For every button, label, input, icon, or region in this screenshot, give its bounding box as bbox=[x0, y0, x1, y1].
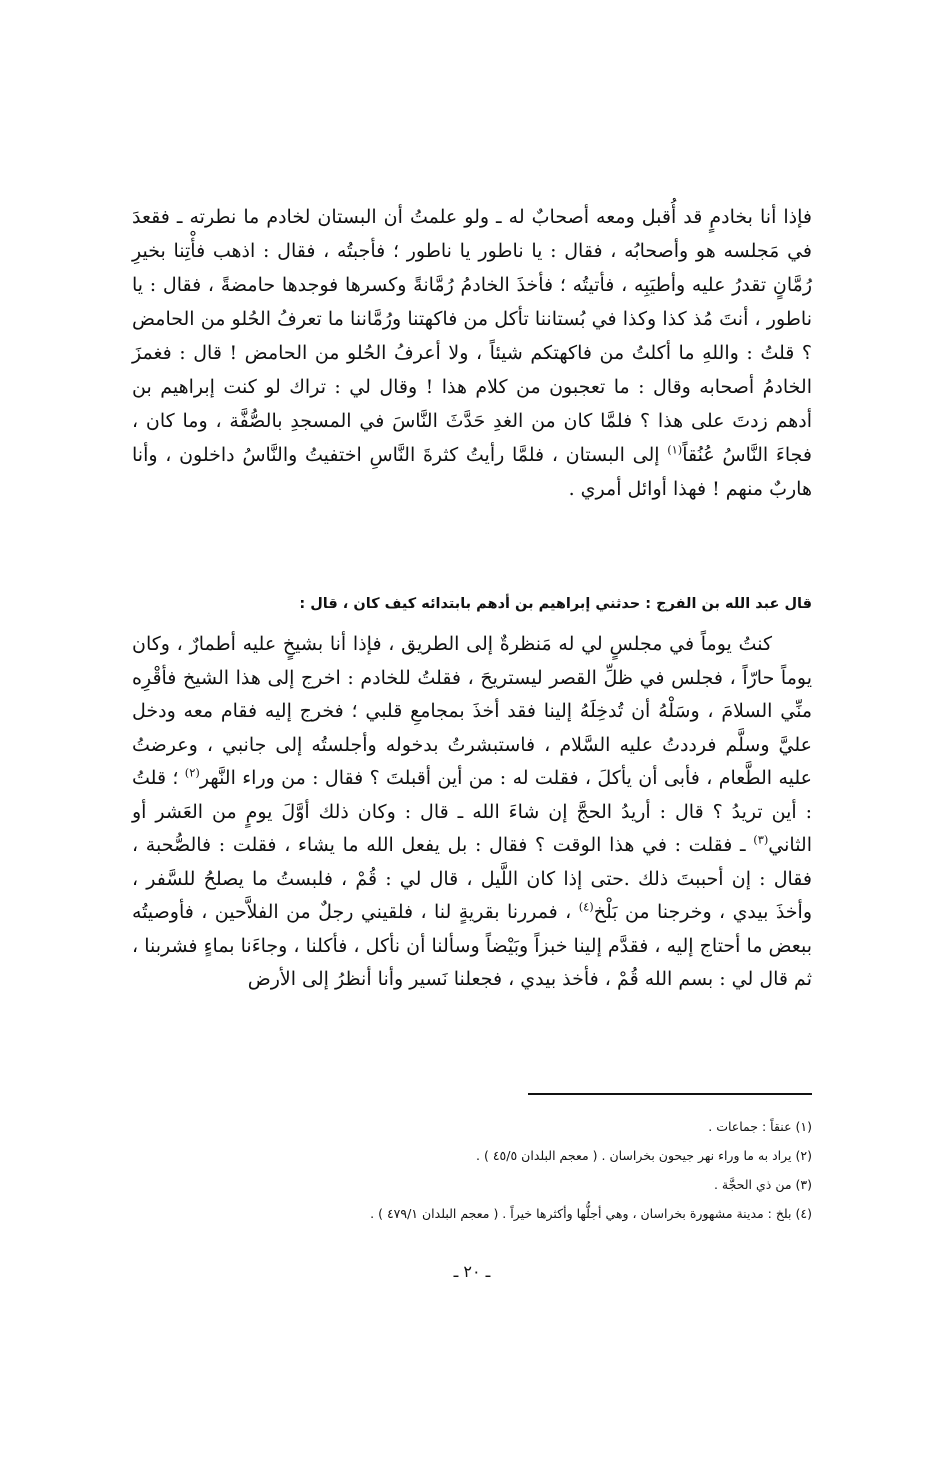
paragraph-2-text-c: ـ فقلت : في هذا الوقت ؟ فقال : بل يفعل الله ما يشاء ، فقلت : فالصُّحبة ، فقال : إن أحببتَ ذلك .حتى إذا كان اللَّيل ، قال لي : قُمْ ، فلبستُ ما يصلحُ للسَّفر ، وأخذَ بيدي ، وخرجنا من بَلْخ bbox=[132, 834, 812, 923]
paragraph-2-text-a: كنتُ يوماً في مجلسٍ لي له مَنظرةٌ إلى الطريق ، فإذا أنا بشيخٍ عليه أطمارٌ ، وكان يوماً حارّاً ، فجلس في ظلِّ القصر ليستريحَ ، فقلتُ للخادم : اخرج إلى هذا الشيخ فأقْرِه منِّي السلامَ ، وسَلْهُ أن تُدخِلَهُ إلينا فقد أخذَ بمجامعِ قلبي ؛ فخرج إليه فقام معه ودخل عليَّ وسلَّم فرددتُ عليه السَّلام ، فاستبشرتُ بدخوله وأجلستُه إلى جانبي ، وعرضتُ عليه الطَّعام ، فأبى أن يأكلَ ، فقلت له : من أين أقبلتَ ؟ فقال : من وراء النَّهر bbox=[132, 633, 812, 789]
body-paragraph-1 bbox=[132, 200, 812, 506]
body-paragraph-2 bbox=[132, 628, 812, 997]
paragraph-2-text-b: ؛ قلتُ : أين تريدُ ؟ قال : أريدُ الحجَّ إن شاءَ الله ـ قال : وكان ذلك أوَّلَ يومٍ من العَشر أو الثاني bbox=[132, 767, 812, 856]
footnote-ref-3: (٣) bbox=[753, 832, 769, 847]
page-number: ـ ٢٠ ـ bbox=[453, 1262, 491, 1281]
footnote-2: (٢) يراد به ما وراء نهر جيحون بخراسان . ( معجم البلدان ٤٥/٥ ) . bbox=[476, 1148, 812, 1163]
footnote-ref-2: (٢) bbox=[184, 765, 200, 780]
footnote-4: (٤) بلخ : مدينة مشهورة بخراسان ، وهي أجلُّها وأكثرها خيراً . ( معجم البلدان ٤٧٩/١ ) . bbox=[370, 1206, 812, 1221]
footnote-1: (١) عنقاً : جماعات . bbox=[708, 1119, 812, 1134]
paragraph-2-text-d: ، فمررنا بقريةٍ لنا ، فلقيني رجلٌ من الفلاَّحين ، فأوصيتُه ببعض ما أحتاج إليه ، فقدَّم إلينا خبزاً وبَيْضاً وسألنا أن نأكل ، فأكلنا ، وجاءَنا بماءٍ فشربنا ، ثم قال لي : بسم الله قُمْ ، فأخذ بيدي ، فجعلنا نَسير وأنا أنظرُ إلى الأرض bbox=[132, 901, 812, 990]
footnote-divider bbox=[528, 1093, 812, 1095]
paragraph-1-text-end: إلى البستان ، فلمَّا رأيتُ كثرةَ النَّاسِ اختفيتُ والنَّاسُ داخلون ، وأنا هاربٌ منهم ! فهذا أوائل أمري . bbox=[132, 444, 812, 500]
footnote-ref-4: (٤) bbox=[578, 899, 594, 914]
paragraph-1-text: فإذا أنا بخادمٍ قد أُقبل ومعه أصحابٌ له ـ ولو علمتُ أن البستان لخادم ما نطرته ـ فقعدَ في مَجلسه هو وأصحابُه ، فقال : يا ناطور يا ناطور ؛ فأجبتُه ، فقال : اذهب فأْتِنا بخيرِ رُمَّانٍ تقدرُ عليه وأطيَبِه ، فأتيتُه ؛ فأخذَ الخادمُ رُمَّانةً وكسرها فوجدها حامضةً ، فقال : يا ناطور ، أنتَ مُذ كذا وكذا في بُستاننا تأكل من فاكهتنا ورُمَّاننا ما تعرفُ الحُلو من الحامض ؟ قلتُ : واللهِ ما أكلتُ من فاكهتكم شيئاً ، ولا أعرفُ الحُلو من الحامض ! قال : فغمزَ الخادمُ أصحابه وقال : ما تعجبون من كلام هذا ! وقال لي : تراك لو كنت إبراهيم بن أدهم زدتَ على هذا ؟ فلمَّا كان من الغدِ حَدَّثَ النَّاسَ في المسجدِ بالصُّفَّة ، وما كان ، فجاءَ النَّاسُ عُنُقاً bbox=[132, 206, 812, 466]
section-heading: قال عبد الله بن الفرج : حدثني إبراهيم بن أدهم بابتدائه كيف كان ، قال : bbox=[299, 596, 812, 612]
footnotes bbox=[132, 1112, 812, 1228]
footnote-ref-1: (١) bbox=[667, 442, 683, 457]
footnote-3: (٣) من ذي الحجَّة . bbox=[713, 1177, 812, 1192]
